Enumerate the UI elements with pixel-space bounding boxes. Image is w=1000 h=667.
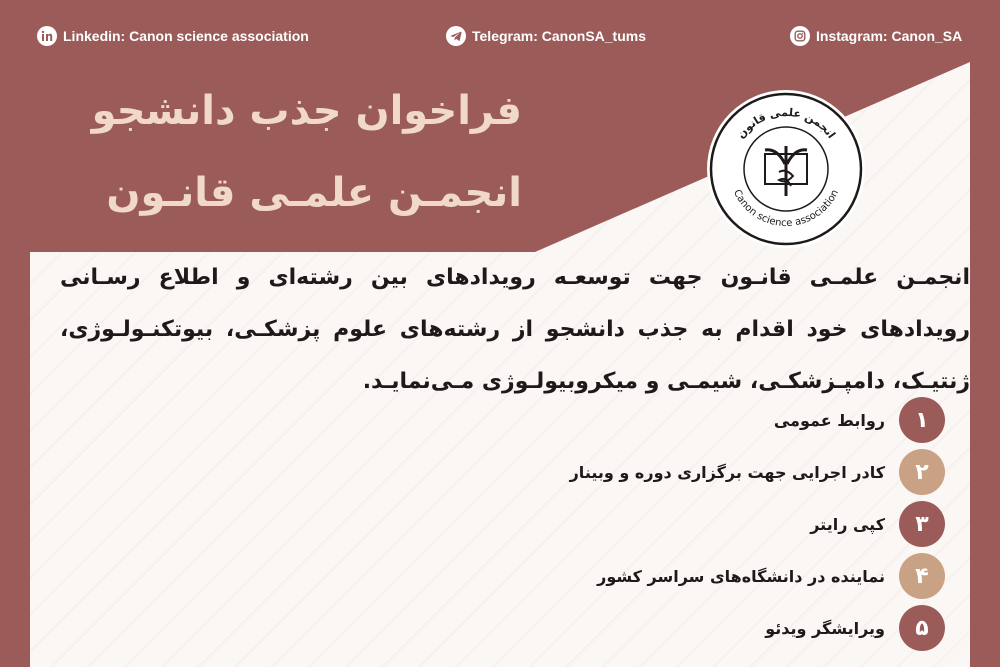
linkedin-icon [37, 26, 57, 46]
number-badge: ۲ [899, 449, 945, 495]
list-item [765, 605, 945, 651]
instagram-label: Instagram: Canon_SA [816, 28, 963, 44]
linkedin-link[interactable] [37, 26, 309, 46]
telegram-icon [446, 26, 466, 46]
number-badge: ۵ [899, 605, 945, 651]
role-label: کپی رایتر [810, 514, 885, 534]
page-title-line1: فراخوان جذب دانشجو [91, 88, 522, 134]
content-card [30, 62, 970, 667]
instagram-link[interactable] [790, 26, 962, 46]
role-label: ویرایشگر ویدئو [765, 618, 885, 638]
role-label: نماینده در دانشگاه‌های سراسر کشور [597, 566, 885, 586]
telegram-link[interactable] [446, 26, 646, 46]
telegram-label: Telegram: CanonSA_tums [472, 28, 646, 44]
list-item [570, 449, 945, 495]
role-label: روابط عمومی [773, 410, 885, 430]
logo-english-text: Canon science association [730, 188, 842, 230]
instagram-icon [790, 26, 810, 46]
number-badge: ۱ [899, 397, 945, 443]
list-item [810, 501, 945, 547]
role-label: کادر اجرایی جهت برگزاری دوره و وبینار [569, 462, 885, 482]
list-item [774, 397, 945, 443]
association-logo [705, 88, 867, 250]
social-bar [0, 0, 1000, 62]
linkedin-label: Linkedin: Canon science association [63, 28, 309, 44]
logo-persian-text: انجمن علمی قانون [734, 105, 838, 142]
number-badge: ۳ [899, 501, 945, 547]
list-item [597, 553, 945, 599]
intro-paragraph: انجمـن علمـی قانـون جهت توسعـه رویدادهای بین رشته‌ای و اطلاع رسـانی رویدادهای خود اقدام به جذب دانشجو از رشته‌های علوم پزشکـی، بیوتکنـولـوژی، ژنتیـک، دامپـزشکـی، شیمـی و میکروبیولـوژی مـی‌نمایـد. [60, 265, 970, 394]
page-title-line2: انجمـن علمـی قانـون [106, 170, 522, 216]
number-badge: ۴ [899, 553, 945, 599]
